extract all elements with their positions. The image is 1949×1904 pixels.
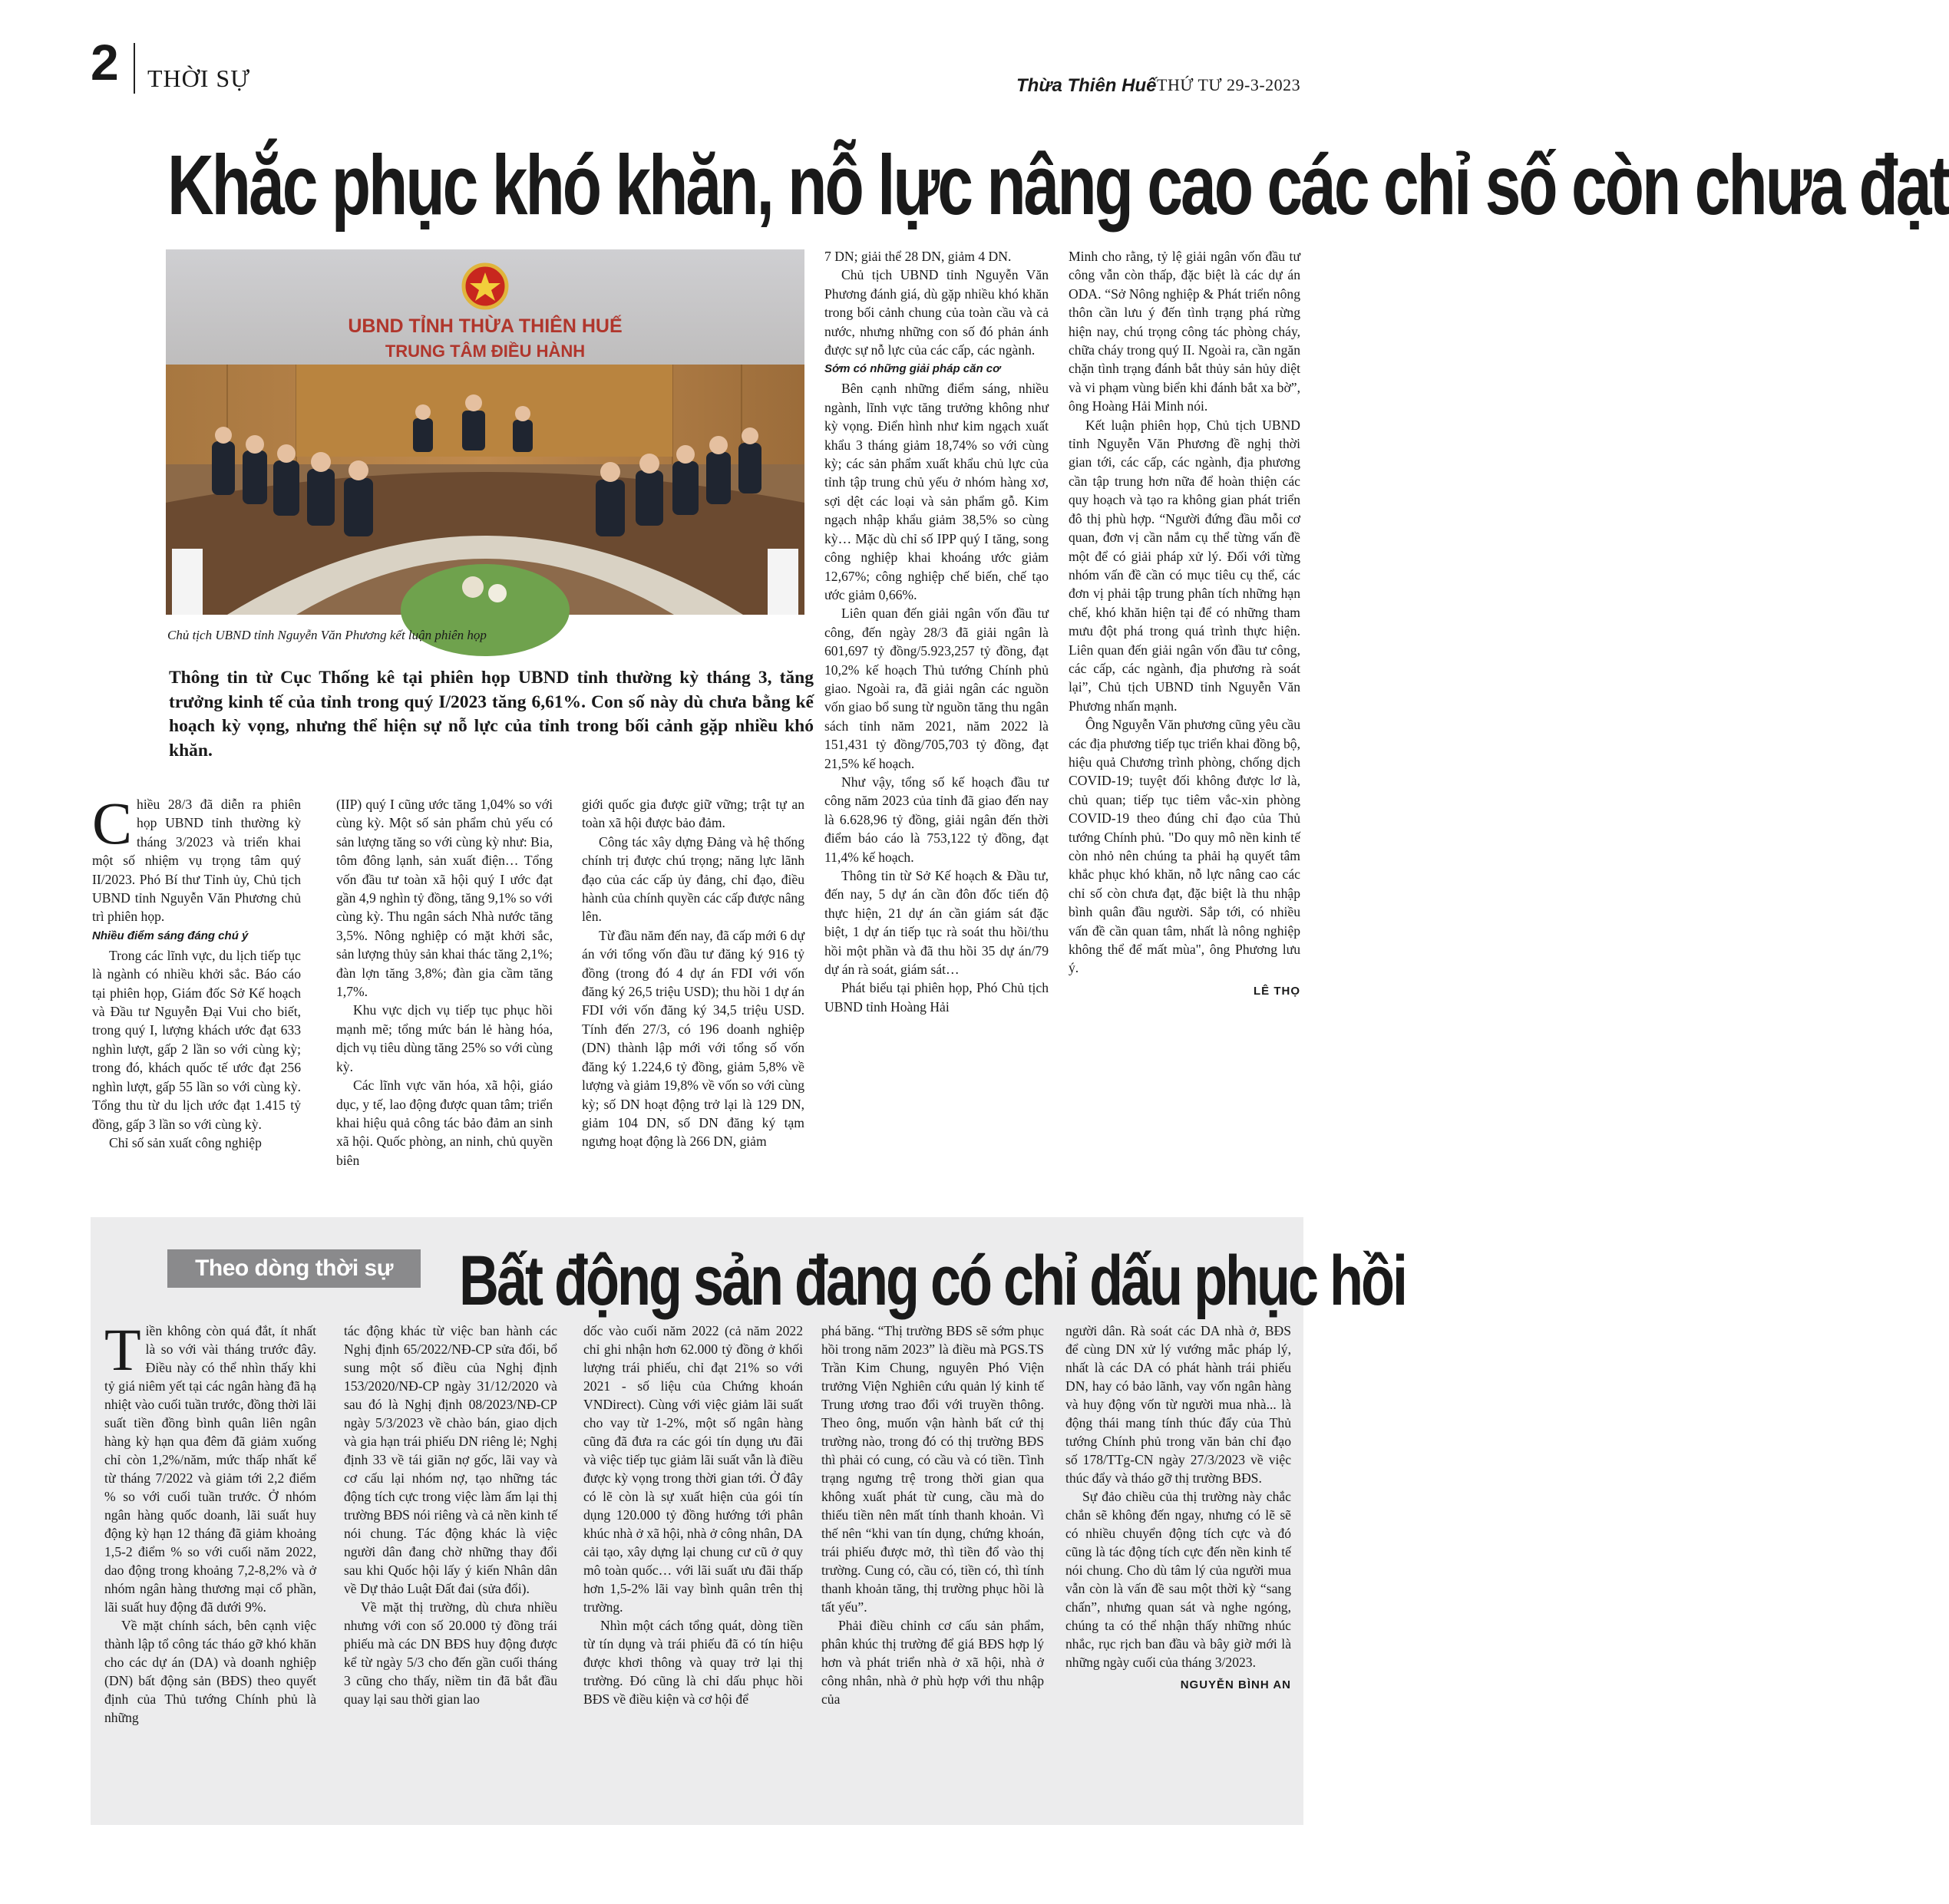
paragraph: Chỉ số sản xuất công nghiệp <box>109 1134 262 1150</box>
paragraph: phá băng. “Thị trường BĐS sẽ sớm phục hồi trong năm 2023” là điều mà PGS.TS Trần Kim Chung, nguyên Phó Viện trưởng Viện Nghiên cứu quản lý kinh tế Trung ương trao đổi với truyền thông. Theo ông, muốn vận hành bất cứ thị trường nào, trong đó có thị trường BĐS thì phải có cung, có cầu và có tiền. Tình trạng ngưng trệ trong thời gian qua không xuất phát từ cung, cầu mà do thiếu tiền nên mất tính thanh khoản. Vì thế nên “khi van tín dụng, chứng khoán, trái phiếu được mở, thì tiền đổ vào thị trường. Cung có, cầu có, tiền có, thì tính thanh khoản tăng, thị trường phục hồi là tất yếu”. <box>821 1323 1044 1615</box>
article-headline: Khắc phục khó khăn, nỗ lực nâng cao các chỉ số còn chưa đạt <box>167 137 1949 233</box>
paragraph: Phát biểu tại phiên họp, Phó Chủ tịch UBND tỉnh Hoàng Hải <box>824 980 1049 1015</box>
paragraph: Các lĩnh vực văn hóa, xã hội, giáo dục, y tế, lao động được quan tâm; triển khai hiệu quả công tác bảo đảm an sinh xã hội. Quốc phòng, an ninh, chủ quyền biên <box>336 1077 553 1168</box>
paragraph: Trong các lĩnh vực, du lịch tiếp tục là ngành có nhiều khởi sắc. Báo cáo tại phiên họp, Giám đốc Sở Kế hoạch và Đầu tư Nguyễn Đại Vui cho biết, trong quý I, lượng khách ước đạt 633 nghìn lượt, gấp 2 lần so với cùng kỳ; trong đó, khách quốc tế ước đạt 256 nghìn lượt, gấp 55 lần so với cùng kỳ. Tổng thu từ du lịch ước đạt 1.415 tỷ đồng, gấp 3 lần so với cùng kỳ. <box>92 947 301 1132</box>
byline: NGUYỄN BÌNH AN <box>1180 1678 1291 1691</box>
paragraph: giới quốc gia được giữ vững; trật tự an toàn xã hội được bảo đảm. <box>582 797 804 831</box>
paragraph: Chủ tịch UBND tỉnh Nguyễn Văn Phương đánh giá, dù gặp nhiều khó khăn trong bối cảnh chung của toàn cầu và cả nước, nhưng những con số đó phản ánh được sự nỗ lực của các cấp, các ngành. <box>824 267 1049 358</box>
photo-sign-line2: TRUNG TÂM ĐIỀU HÀNH <box>385 342 586 361</box>
paragraph: Về mặt thị trường, dù chưa nhiều nhưng với con số 20.000 tỷ đồng trái phiếu mà các DN BĐS huy động được kể từ ngày 5/3 cho đến gần cuối tháng 3 cũng cho thấy, niềm tin đã bắt đầu quay lại sau thời gian lao <box>344 1599 557 1707</box>
drop-cap: T <box>104 1316 141 1383</box>
column-kicker: Theo dòng thời sự <box>167 1249 421 1288</box>
paragraph: Liên quan đến giải ngân vốn đầu tư công, đến ngày 28/3 đã giải ngân là 601,697 tỷ đồng/5.923,257 tỷ đồng, đạt 10,2% kế hoạch Thủ tướng Chính phủ giao. Ngoài ra, đã giải ngân các nguồn vốn giao bổ sung từ nguồn tăng thu ngân sách tỉnh năm 2021, năm 2022 là 151,431 tỷ đồng/705,703 tỷ đồng, đạt 21,5% kế hoạch. <box>824 606 1049 771</box>
article1-column-4 <box>824 247 1049 1016</box>
drop-cap: C <box>92 790 133 856</box>
header-divider <box>134 43 135 94</box>
meeting-photo <box>166 249 804 615</box>
paragraph: Kết luận phiên họp, Chủ tịch UBND tỉnh Nguyễn Văn Phương đề nghị thời gian tới, các cấp, các ngành, địa phương cần tập trung hơn nữa để hoàn thiện các quy hoạch và tạo ra không gian phát triển đô thị phù hợp. “Người đứng đầu mỗi cơ quan, đơn vị cần nắm cụ thể từng vấn đề một để có giải pháp xử lý. Đối với từng nhóm vấn đề cần có mục tiêu cụ thể, các đơn vị phải tập trung phân tích những hạn chế, khó khăn hiện tại để có những tham mưu đột phá trong quá trình thực hiện. Liên quan đến giải ngân vốn đầu tư công, các cấp, các ngành, địa phương rà soát lại”, Chủ tịch UBND tỉnh Nguyễn Văn Phương nhấn mạnh. <box>1069 417 1300 714</box>
photo-sign-line1: UBND TỈNH THỪA THIÊN HUẾ <box>348 315 623 337</box>
paragraph: hiều 28/3 đã diễn ra phiên họp UBND tỉnh thường kỳ tháng 3/2023 và triển khai một số nhiệm vụ trọng tâm quý II/2023. Phó Bí thư Tỉnh ủy, Chủ tịch UBND tỉnh Nguyễn Văn Phương chủ trì phiên họp. <box>92 797 301 925</box>
meeting-photo-illustration <box>166 249 804 615</box>
paragraph: Phải điều chỉnh cơ cấu sản phẩm, phân khúc thị trường để giá BĐS hợp lý hơn và phát triển nhà ở xã hội, nhà ở công nhân, nhà ở phù hợp với thu nhập của <box>821 1618 1044 1707</box>
paragraph: tác động khác từ việc ban hành các Nghị định 65/2022/NĐ-CP sửa đổi, bổ sung một số điều của Nghị định 153/2020/NĐ-CP ngày 31/12/2020 và sau đó là Nghị định 08/2023/NĐ-CP ngày 5/3/2023 về chào bán, giao dịch và gia hạn trái phiếu DN riêng lẻ; Nghị định 33 về tái giãn nợ gốc, lãi vay và cơ cấu lại nhóm nợ, tạo những tác động tích cực trong việc làm ấm lại thị trường BĐS nói riêng và cả nền kinh tế nói chung. Tác động khác là việc người dân đang chờ những thay đổi sau khi Quốc hội lấy ý kiến Nhân dân về Dự thảo Luật Đất đai (sửa đổi). <box>344 1323 557 1596</box>
section-title: THỜI SỰ <box>147 64 251 92</box>
subheading: Sớm có những giải pháp căn cơ <box>824 362 1001 376</box>
article1-column-5 <box>1069 247 1300 1001</box>
paragraph: Nhìn một cách tổng quát, dòng tiền từ tín dụng và trái phiếu đã có tín hiệu được khơi thông và quay trở lại thị trường. Đó cũng là chỉ dấu phục hồi BĐS về điều kiện và cơ hội để <box>583 1618 803 1707</box>
article1-column-1 <box>92 790 301 1152</box>
paragraph: Sự đảo chiều của thị trường này chắc chắn sẽ không đến ngay, nhưng có lẽ sẽ có nhiều chuyển động tích cực và đó cũng là tác động tích cực đến nền kinh tế nói chung. Cho dù tâm lý của người mua vẫn còn là vấn đề sau một thời kỳ “sang chấn”, nhưng quan sát và nghe ngóng, chúng ta có thể nhận thấy những nhúc nhắc, rục rịch ban đầu và bây giờ mới là những ngày cuối của tháng 3/2023. <box>1065 1489 1291 1670</box>
paragraph: Minh cho rằng, tỷ lệ giải ngân vốn đầu tư công vẫn còn thấp, đặc biệt là các dự án ODA. “Sở Nông nghiệp & Phát triển nông thôn cần lưu ý đến tình trạng phá rừng hiện nay, chú trọng công tác phòng cháy, chữa cháy trong quý II. Ngoài ra, cần ngăn chặn tình trạng đánh bắt thủy sản hủy diệt và vi phạm vùng biển khi đánh bắt xa bờ”, ông Hoàng Hải Minh nói. <box>1069 249 1300 414</box>
paragraph: Từ đầu năm đến nay, đã cấp mới 6 dự án với tổng vốn đầu tư đăng ký 916 tỷ đồng (trong đó 4 dự án FDI với vốn đăng ký 26,5 triệu USD); thu hồi 1 dự án FDI với vốn đăng ký 34,5 triệu USD. Tính đến 27/3, có 196 doanh nghiệp (DN) thành lập mới với tổng số vốn đăng ký 1.224,6 tỷ đồng, giảm 5,8% về lượng và giảm 19,8% về vốn so với cùng kỳ; số DN hoạt động trở lại là 129 DN, giảm 104 DN, số DN đăng ký tạm ngưng hoạt động là 266 DN, giảm <box>582 927 804 1150</box>
article1-column-3 <box>582 795 804 1151</box>
article2-column-1 <box>104 1316 316 1727</box>
article2-column-2 <box>344 1322 557 1708</box>
article-lead: Thông tin từ Cục Thống kê tại phiên họp UBND tỉnh thường kỳ tháng 3, tăng trưởng kinh tế của tỉnh trong quý I/2023 tăng 6,61%. Con số này dù chưa bằng kế hoạch kỳ vọng, nhưng thể hiện sự nỗ lực của tỉnh trong bối cảnh gặp nhiều khó khăn. <box>169 668 814 761</box>
paragraph: Bên cạnh những điểm sáng, nhiều ngành, lĩnh vực tăng trưởng không như kỳ vọng. Điển hình như kim ngạch xuất khẩu 3 tháng giảm 18,74% so với cùng kỳ; các sản phẩm xuất khẩu chủ lực của tỉnh tập trung chủ yếu ở nhóm hàng xơ, sợi dệt các loại và sản phẩm gỗ. Kim ngạch nhập khẩu giảm 38,5% so cùng kỳ… Mặc dù chỉ số IPP quý I tăng, song công nghiệp khai khoáng ước giảm 12,67%; công nghiệp chế biến, chế tạo ước giảm 0,66%. <box>824 381 1049 602</box>
article2-column-4 <box>821 1322 1044 1708</box>
paragraph: Ông Nguyễn Văn phương cũng yêu cầu các địa phương tiếp tục triển khai đồng bộ, hiệu quả Chương trình phòng, chống dịch COVID-19; tuyệt đối không được lơ là, chủ quan; tiếp tục tiêm vắc-xin phòng COVID-19 theo đúng chỉ đạo của Thủ tướng Chính phủ. "Do quy mô nền kinh tế còn nhỏ nên chúng ta phải hạ quyết tâm khắc phục khó khăn, nỗ lực nâng cao các chỉ số còn chưa đạt, đặc biệt là thu nhập bình quân đầu người. Sắp tới, có nhiều vấn đề cần quan tâm, nhất là nông nghiệp không thể để mất mùa", ông Phương lưu ý. <box>1069 717 1300 976</box>
paragraph: dốc vào cuối năm 2022 (cả năm 2022 chỉ ghi nhận hơn 62.000 tỷ đồng ở khối lượng trái phiếu, chỉ đạt 21% so với 2021 - số liệu của Chứng khoán VNDirect). Cùng với việc giảm lãi suất cho vay từ 1-2%, một số ngân hàng cũng đã đưa ra các gói tín dụng ưu đãi và việc tiếp tục giảm lãi suất vẫn là điều được kỳ vọng trong thời gian tới. Ở đây có lẽ còn là sự xuất hiện của gói tín dụng 120.000 tỷ đồng hướng tới phân khúc nhà ở xã hội, nhà ở công nhân, DA cải tạo, xây dựng lại chung cư cũ ở quy mô toàn quốc… với lãi suất ưu đãi thấp hơn 1,5-2% lãi vay bình quân trên thị trường. <box>583 1323 803 1615</box>
paragraph: 7 DN; giải thể 28 DN, giảm 4 DN. <box>824 249 1012 264</box>
photo-caption: Chủ tịch UBND tỉnh Nguyễn Văn Phương kết luận phiên họp <box>167 628 487 642</box>
subheading: Nhiều điểm sáng đáng chú ý <box>92 929 249 942</box>
paragraph: người dân. Rà soát các DA nhà ở, BĐS để cùng DN xử lý vướng mắc pháp lý, nhất là các DA có phát hành trái phiếu DN, hay có bảo lãnh, vay vốn ngân hàng và huy động vốn từ người mua nhà... là động thái mang tính thúc đẩy của Thủ tướng Chính phủ trong văn bản chỉ đạo số 178/TTg-CN ngày 27/3/2023 về việc thúc đẩy và tháo gỡ thị trường BĐS. <box>1065 1323 1291 1486</box>
paragraph: Về mặt chính sách, bên cạnh việc thành lập tổ công tác tháo gỡ khó khăn cho các dự án (DA) và doanh nghiệp (DN) bất động sản (BĐS) theo quyết định của Thủ tướng Chính phủ là những <box>104 1618 316 1725</box>
paragraph: Thông tin từ Sở Kế hoạch & Đầu tư, đến nay, 5 dự án cần đôn đốc tiến độ thực hiện, 21 dự án cần giám sát đặc biệt, 1 dự án tiếp tục rà soát thu hồi/thu hồi một phần và đã thu hồi 35 dự án/79 dự án rà soát, giám sát… <box>824 868 1049 978</box>
byline: LÊ THỌ <box>1254 984 1300 998</box>
issue-date: THỨ TƯ 29-3-2023 <box>1157 75 1301 94</box>
newspaper-name: Thừa Thiên Huế <box>1016 75 1157 96</box>
article1-column-2 <box>336 795 553 1170</box>
paragraph: (IIP) quý I cũng ước tăng 1,04% so với cùng kỳ. Một số sản phẩm chủ yếu có sản lượng tăng so với cùng kỳ như: Bia, tôm đông lạnh, sản xuất điện… Tổng vốn đầu tư toàn xã hội quý I ước đạt gần 4,9 nghìn tỷ đồng, tăng 9,1% so với cùng kỳ. Thu ngân sách Nhà nước tăng 3,5%. Nông nghiệp có mặt khởi sắc, sản lượng thủy sản khai thác tăng 2,1%; đàn lợn tăng 3,8%; đàn gia cầm tăng 1,7%. <box>336 797 553 1000</box>
paragraph: Khu vực dịch vụ tiếp tục phục hồi mạnh mẽ; tổng mức bán lẻ hàng hóa, dịch vụ tiêu dùng tăng 25% so với cùng kỳ. <box>336 1002 553 1074</box>
paragraph: Như vậy, tổng số kế hoạch đầu tư công năm 2023 của tỉnh đã giao đến nay là 6.628,96 tỷ đồng, giải ngân đến thời điểm báo cáo là 753,122 tỷ đồng, đạt 11,4% kế hoạch. <box>824 774 1049 865</box>
article2-column-3 <box>583 1322 803 1708</box>
paragraph: iền không còn quá đắt, ít nhất là so với vài tháng trước đây. Điều này có thể nhìn thấy khi tỷ giá niêm yết tại các ngân hàng đã hạ nhiệt vào cuối tuần trước, đồng thời lãi suất tiền đồng bình quân liên ngân hàng kỳ hạn qua đêm đã giảm xuống chỉ còn 1,2%/năm, mức thấp nhất kể từ tháng 7/2022 và giảm tới 2,2 điểm % so với cuối tuần trước. Ở nhóm ngân hàng quốc doanh, lãi suất huy động kỳ hạn 12 tháng đã giảm khoảng 1,5-2 điểm % so với cuối năm 2022, dao động trong khoảng 7,2-8,2% và ở nhóm ngân hàng thương mại cổ phần, lãi suất huy động đã dưới 9%. <box>104 1323 316 1615</box>
feature-headline: Bất động sản đang có chỉ dấu phục hồi <box>459 1242 1406 1321</box>
paragraph: Công tác xây dựng Đảng và hệ thống chính trị được chú trọng; năng lực lãnh đạo của các cấp ủy đảng, chỉ đạo, điều hành của chính quyền các cấp được nâng lên. <box>582 833 804 925</box>
article2-column-5 <box>1065 1322 1291 1694</box>
page-number: 2 <box>91 34 117 91</box>
